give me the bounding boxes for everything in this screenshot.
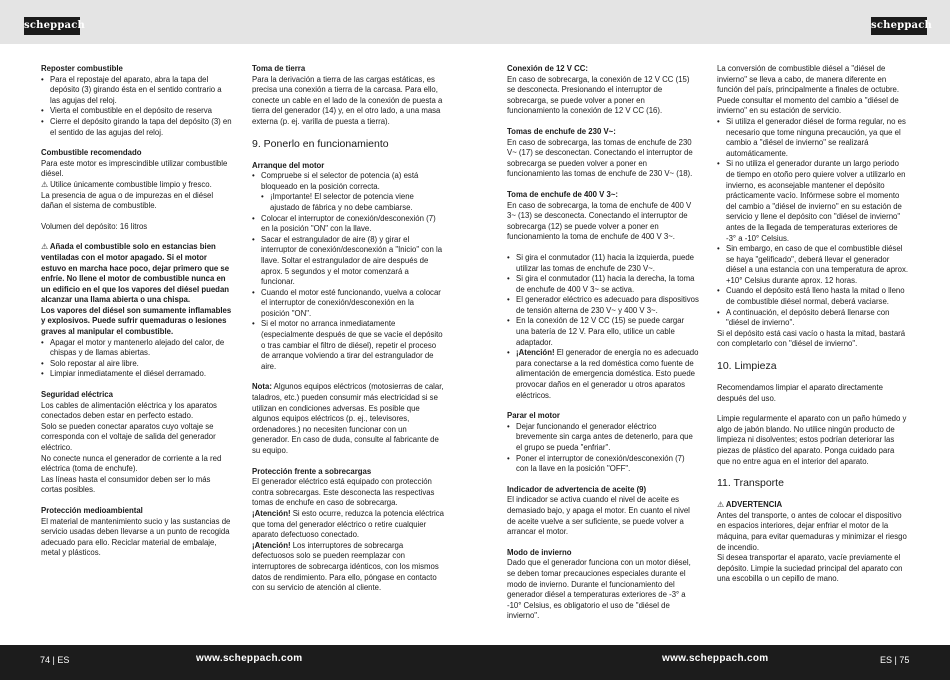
heading-advertencia: ⚠ ADVERTENCIA (717, 500, 783, 510)
list-item: • Compruebe si el selector de potencia (a) está bloqueado en la posición correcta. (252, 171, 444, 192)
heading-seguridad: Seguridad eléctrica (41, 390, 113, 400)
list-item: • En la conexión de 12 V CC (15) se puede cargar una batería de 12 V. Para ello, utilice un cable adaptador. (507, 316, 699, 348)
paragraph: Recomendamos limpiar el aparato directamente después del uso. (717, 383, 883, 403)
parar-list (507, 422, 699, 475)
paragraph: Para este motor es imprescindible utilizar combustible diésel. (41, 158, 228, 179)
invierno-list (717, 117, 909, 329)
warning-paragraph: Los vapores del diésel son sumamente inflamables y explosivos. Puede sufrir quemaduras o lesiones graves al manipular el combustible. (41, 305, 232, 337)
list-item: • A continuación, el depósito deberá llenarse con "diésel de invierno". (717, 308, 909, 329)
list-item: • Cuando el depósito está lleno hasta la mitad o lleno de combustible diésel normal, deberá vaciarse. (717, 286, 909, 307)
attention-text: Los interruptores de sobrecarga defectuosos solo se pueden reemplazar con interruptores de sobrecarga idénticos, con los mismos datos de rendimiento. Para ello, póngase en contacto con su servicio de atención al cliente. (252, 540, 439, 593)
list-item: • Si el motor no arranca inmediatamente (especialmente después de que se vacíe el depósito o tras cambiar el filtro de diésel), repetir el proceso de arranque volviendo a tirar del estrangulador de aire. (252, 319, 444, 372)
paragraph: La conversión de combustible diésel a "diésel de invierno" se lleva a cabo, de manera diferente en función del país, principalmente a finales de octubre. Puede consultar el momento del cambio a "diésel de invierno" en su estación de servicio. (717, 64, 900, 116)
heading-indicador-aceite: Indicador de advertencia de aceite (9) (507, 484, 647, 494)
section-title-9: 9. Ponerlo en funcionamiento (252, 137, 389, 150)
list-item: • El generador eléctrico es adecuado para dispositivos de tensión alterna de 230 V~ y 400 V 3~. (507, 295, 699, 316)
scheppach-logo-right: scheppach (871, 17, 927, 35)
attention-label: ¡Atención! (252, 508, 291, 518)
paragraph: Limpie regularmente el aparato con un paño húmedo y algo de jabón blando. No utilice ningún producto de limpieza ni disolventes; estos podrían deteriorar las piezas de plástico del aparato. Ponga cuidado para que no entre agua en el interior del aparato. (717, 414, 907, 466)
paragraph: En caso de sobrecarga, la toma de enchufe de 400 V 3~ (13) se desconecta. Conectando el interruptor de sobrecarga (12) se puede volver a poner en funcionamiento la toma de enchufe de 400 V 3~. (507, 200, 692, 242)
list-item: • Si gira el conmutador (11) hacia la izquierda, puede utilizar las tomas de enchufe de 230 V~. (507, 253, 699, 274)
attention-text: El generador de energía no es adecuado para conectarse a la red doméstica como fuente de alimentación de emergencia doméstica. Esto puede provocar daños en el generador u otros aparatos eléctricos. (516, 348, 699, 400)
scheppach-logo-left: scheppach (24, 17, 80, 35)
note-label: Nota: (252, 382, 272, 392)
heading-parar-motor: Parar el motor (507, 411, 560, 421)
list-item: • Para el repostaje del aparato, abra la tapa del depósito (3) girando ésta en el sentido contrario a las agujas del reloj. (41, 75, 233, 107)
list-item: • Si gira el conmutador (11) hacia la derecha, la toma de enchufe de 400 V 3~ se activa. (507, 274, 699, 295)
paragraph: Las líneas hasta el consumidor deben ser lo más cortas posibles. (41, 474, 211, 495)
list-item: • Apagar el motor y mantenerlo alejado del calor, de chispas y de llamas abiertas. (41, 338, 233, 359)
list-item: • Sacar el estrangulador de aire (8) y girar el interruptor de conexión/desconexión a "Inicio" con la llave. Soltar el estrangulador de aire después de aprox. 5 segundos y el motor comenzará a funcionar. (252, 235, 444, 288)
paragraph: El material de mantenimiento sucio y las sustancias de servicio usadas deben llevarse a un punto de recogida adecuado para ello. Reciclar material de embalaje, metal y plásticos. (41, 516, 231, 558)
section-title-10: 10. Limpieza (717, 360, 777, 373)
paragraph: El generador eléctrico está equipado con protección contra sobrecargas. Este desconecta las respectivas tomas de enchufe en caso de sobrecarga. (252, 477, 435, 508)
list-item: • Si utiliza el generador diésel de forma regular, no es necesario que tome ninguna precaución, ya que el cambio a "diésel de invierno" se realizará automáticamente. (717, 117, 909, 159)
website-link-right[interactable]: www.scheppach.com (662, 653, 769, 664)
page-header-bar (0, 0, 950, 44)
heading-reposter: Reposter combustible (41, 64, 123, 73)
warning-list (41, 338, 233, 380)
paragraph: No conecte nunca el generador de corriente a la red eléctrica (toma de enchufe). (41, 453, 222, 474)
list-item: • Colocar el interruptor de conexión/desconexión (7) en la posición "ON" con la llave. (252, 214, 444, 235)
page-footer-bar (0, 645, 950, 680)
heading-conexion-12v: Conexión de 12 V CC: (507, 64, 589, 73)
heading-modo-invierno: Modo de invierno (507, 547, 572, 557)
paragraph: Si desea transportar el aparato, vacíe previamente el depósito. Limpie la suciedad principal del aparato con una escobilla o un cepillo de mano. (717, 553, 903, 584)
sub-list-item: • ¡Importante! El selector de potencia viene ajustado de fábrica y no debe cambiarse. (252, 192, 444, 213)
heading-combustible: Combustible recomendado (41, 148, 142, 158)
attention-label: ¡Atención! (252, 540, 291, 550)
list-item: • Poner el interruptor de conexión/desconexión (7) con la llave en la posición "OFF". (507, 454, 699, 475)
website-link-left[interactable]: www.scheppach.com (196, 653, 303, 664)
list-item: • Si no utiliza el generador durante un largo periodo de tiempo en otoño pero quiere volver a utilizarlo en invierno, es aconsejable mantener el depósito prácticamente vacío. Infórmese sobre el momento del cambio a "diésel de invierno" en su estación de servicio y llene el depósito con "diésel de invierno" antes de la llegada de temperaturas exteriores de -3° a -10° Celsius. (717, 159, 909, 244)
attention-paragraph (252, 541, 444, 594)
paragraph: Para la derivación a tierra de las cargas estáticas, es precisa una conexión a tierra de la carcasa. Para ello, conecte un cable en el lado de la conexión de puesta a tierra del generador (14) y, en el otro lado, a una masa externa (p. ej. varilla de puesta a tierra). (252, 74, 443, 126)
list-item: • Cierre el depósito girando la tapa del depósito (3) en el sentido de las agujas del reloj. (41, 117, 233, 138)
column-2 (252, 64, 444, 604)
paragraph: Dado que el generador funciona con un motor diésel, se deben tomar precauciones especiales durante el modo de invierno. Durante el funcionamiento del generador diésel a temperaturas exteriores de -3° a -10° Celsius, es obligatorio el uso de "diésel de invierno". (507, 558, 691, 621)
paragraph: En caso de sobrecarga, las tomas de enchufe de 230 V~ (17) se desconectan. Conectando el interruptor de sobrecarga se pueden volver a poner en funcionamiento las tomas de enchufe de 230 V~ (18). (507, 137, 693, 179)
conmutador-list (507, 253, 699, 401)
heading-toma-tierra: Toma de tierra (252, 64, 306, 73)
reposter-list (41, 75, 233, 139)
warning-paragraph: ⚠ Añada el combustible solo en estancias bien ventiladas con el motor apagado. Si el motor estuvo en marcha hace poco, dejar primero que se enfríe. No llene el motor de combustible nunca en un edificio en el que los vapores del diésel puedan alcanzar una llama abierta o una chispa. (41, 242, 230, 305)
list-item: • Sin embargo, en caso de que el combustible diésel se haya "gelificado", deberá llevar el generador diésel a una estancia con una temperatura de aprox. +10° Celsius durante aprox. 12 horas. (717, 244, 909, 286)
paragraph: Los cables de alimentación eléctrica y los aparatos conectados deben estar en perfecto estado. (41, 400, 217, 421)
heading-arranque: Arranque del motor (252, 160, 325, 170)
attention-label: ¡Atención! (516, 348, 555, 358)
paragraph: Si el depósito está casi vacío o hasta la mitad, bastará con completarlo con "diésel de invierno". (717, 328, 906, 349)
page-number-right: ES | 75 (880, 655, 910, 665)
paragraph: ⚠ Utilice únicamente combustible limpio y fresco. (41, 179, 212, 189)
heading-sobrecargas: Protección frente a sobrecargas (252, 466, 372, 476)
section-title-11: 11. Transporte (717, 477, 784, 490)
heading-toma-400v: Toma de enchufe de 400 V 3~: (507, 189, 618, 199)
list-item: • Limpiar inmediatamente el diésel derramado. (41, 369, 233, 380)
attention-paragraph (252, 509, 444, 541)
column-4 (717, 64, 909, 595)
list-item: • Cuando el motor esté funcionando, vuelva a colocar el interruptor de conexión/desconexión en la posición "ON". (252, 288, 444, 320)
column-3 (507, 64, 699, 632)
arranque-list (252, 171, 444, 372)
attention-text: Si esto ocurre, reduzca la potencia eléctrica que toma del generador eléctrico o retire cualquier aparato defectuoso conectado. (252, 508, 444, 540)
note-text: Algunos equipos eléctricos (motosierras de calar, taladros, etc.) pueden consumir más electricidad si se utilizan en condiciones adversas. Es posible que algunos equipos eléctricos (p. ej., televisores, ordenadores.) no necesiten funcionar con un generador. En caso de duda, consulte al fabricante de su equipo. (252, 382, 444, 455)
column-1 (41, 64, 233, 569)
page-number-left: 74 | ES (40, 655, 70, 665)
paragraph: Volumen del depósito: 16 litros (41, 221, 148, 231)
list-item: • Vierta el combustible en el depósito de reserva (41, 106, 233, 117)
list-item (507, 348, 699, 401)
paragraph: En caso de sobrecarga, la conexión de 12 V CC (15) se desconecta. Presionando el interruptor de sobrecarga, se puede volver a poner en funcionamiento la conexión de 12 V CC (16). (507, 74, 690, 116)
paragraph: La presencia de agua o de impurezas en el diésel dañan el sistema de combustible. (41, 190, 214, 211)
paragraph: Solo se pueden conectar aparatos cuyo voltaje se corresponda con el voltaje de salida del generador eléctrico. (41, 421, 216, 452)
heading-proteccion: Protección medioambiental (41, 505, 143, 515)
paragraph: El indicador se activa cuando el nivel de aceite es demasiado bajo, y apaga el motor. En cuanto el nivel de aceite vuelve a ser suficiente, se puede volver a arrancar el motor. (507, 495, 690, 537)
list-item: • Solo repostar al aire libre. (41, 359, 233, 370)
note-paragraph (252, 382, 444, 456)
heading-tomas-230v: Tomas de enchufe de 230 V~: (507, 126, 616, 136)
list-item: • Dejar funcionando el generador eléctrico brevemente sin carga antes de detenerlo, para que el grupo se pueda "enfriar". (507, 422, 699, 454)
paragraph: Antes del transporte, o antes de colocar el dispositivo en espacios interiores, dejar enfriar el motor de la máquina, para evitar quemaduras y minimizar el riesgo de incendio. (717, 510, 907, 552)
